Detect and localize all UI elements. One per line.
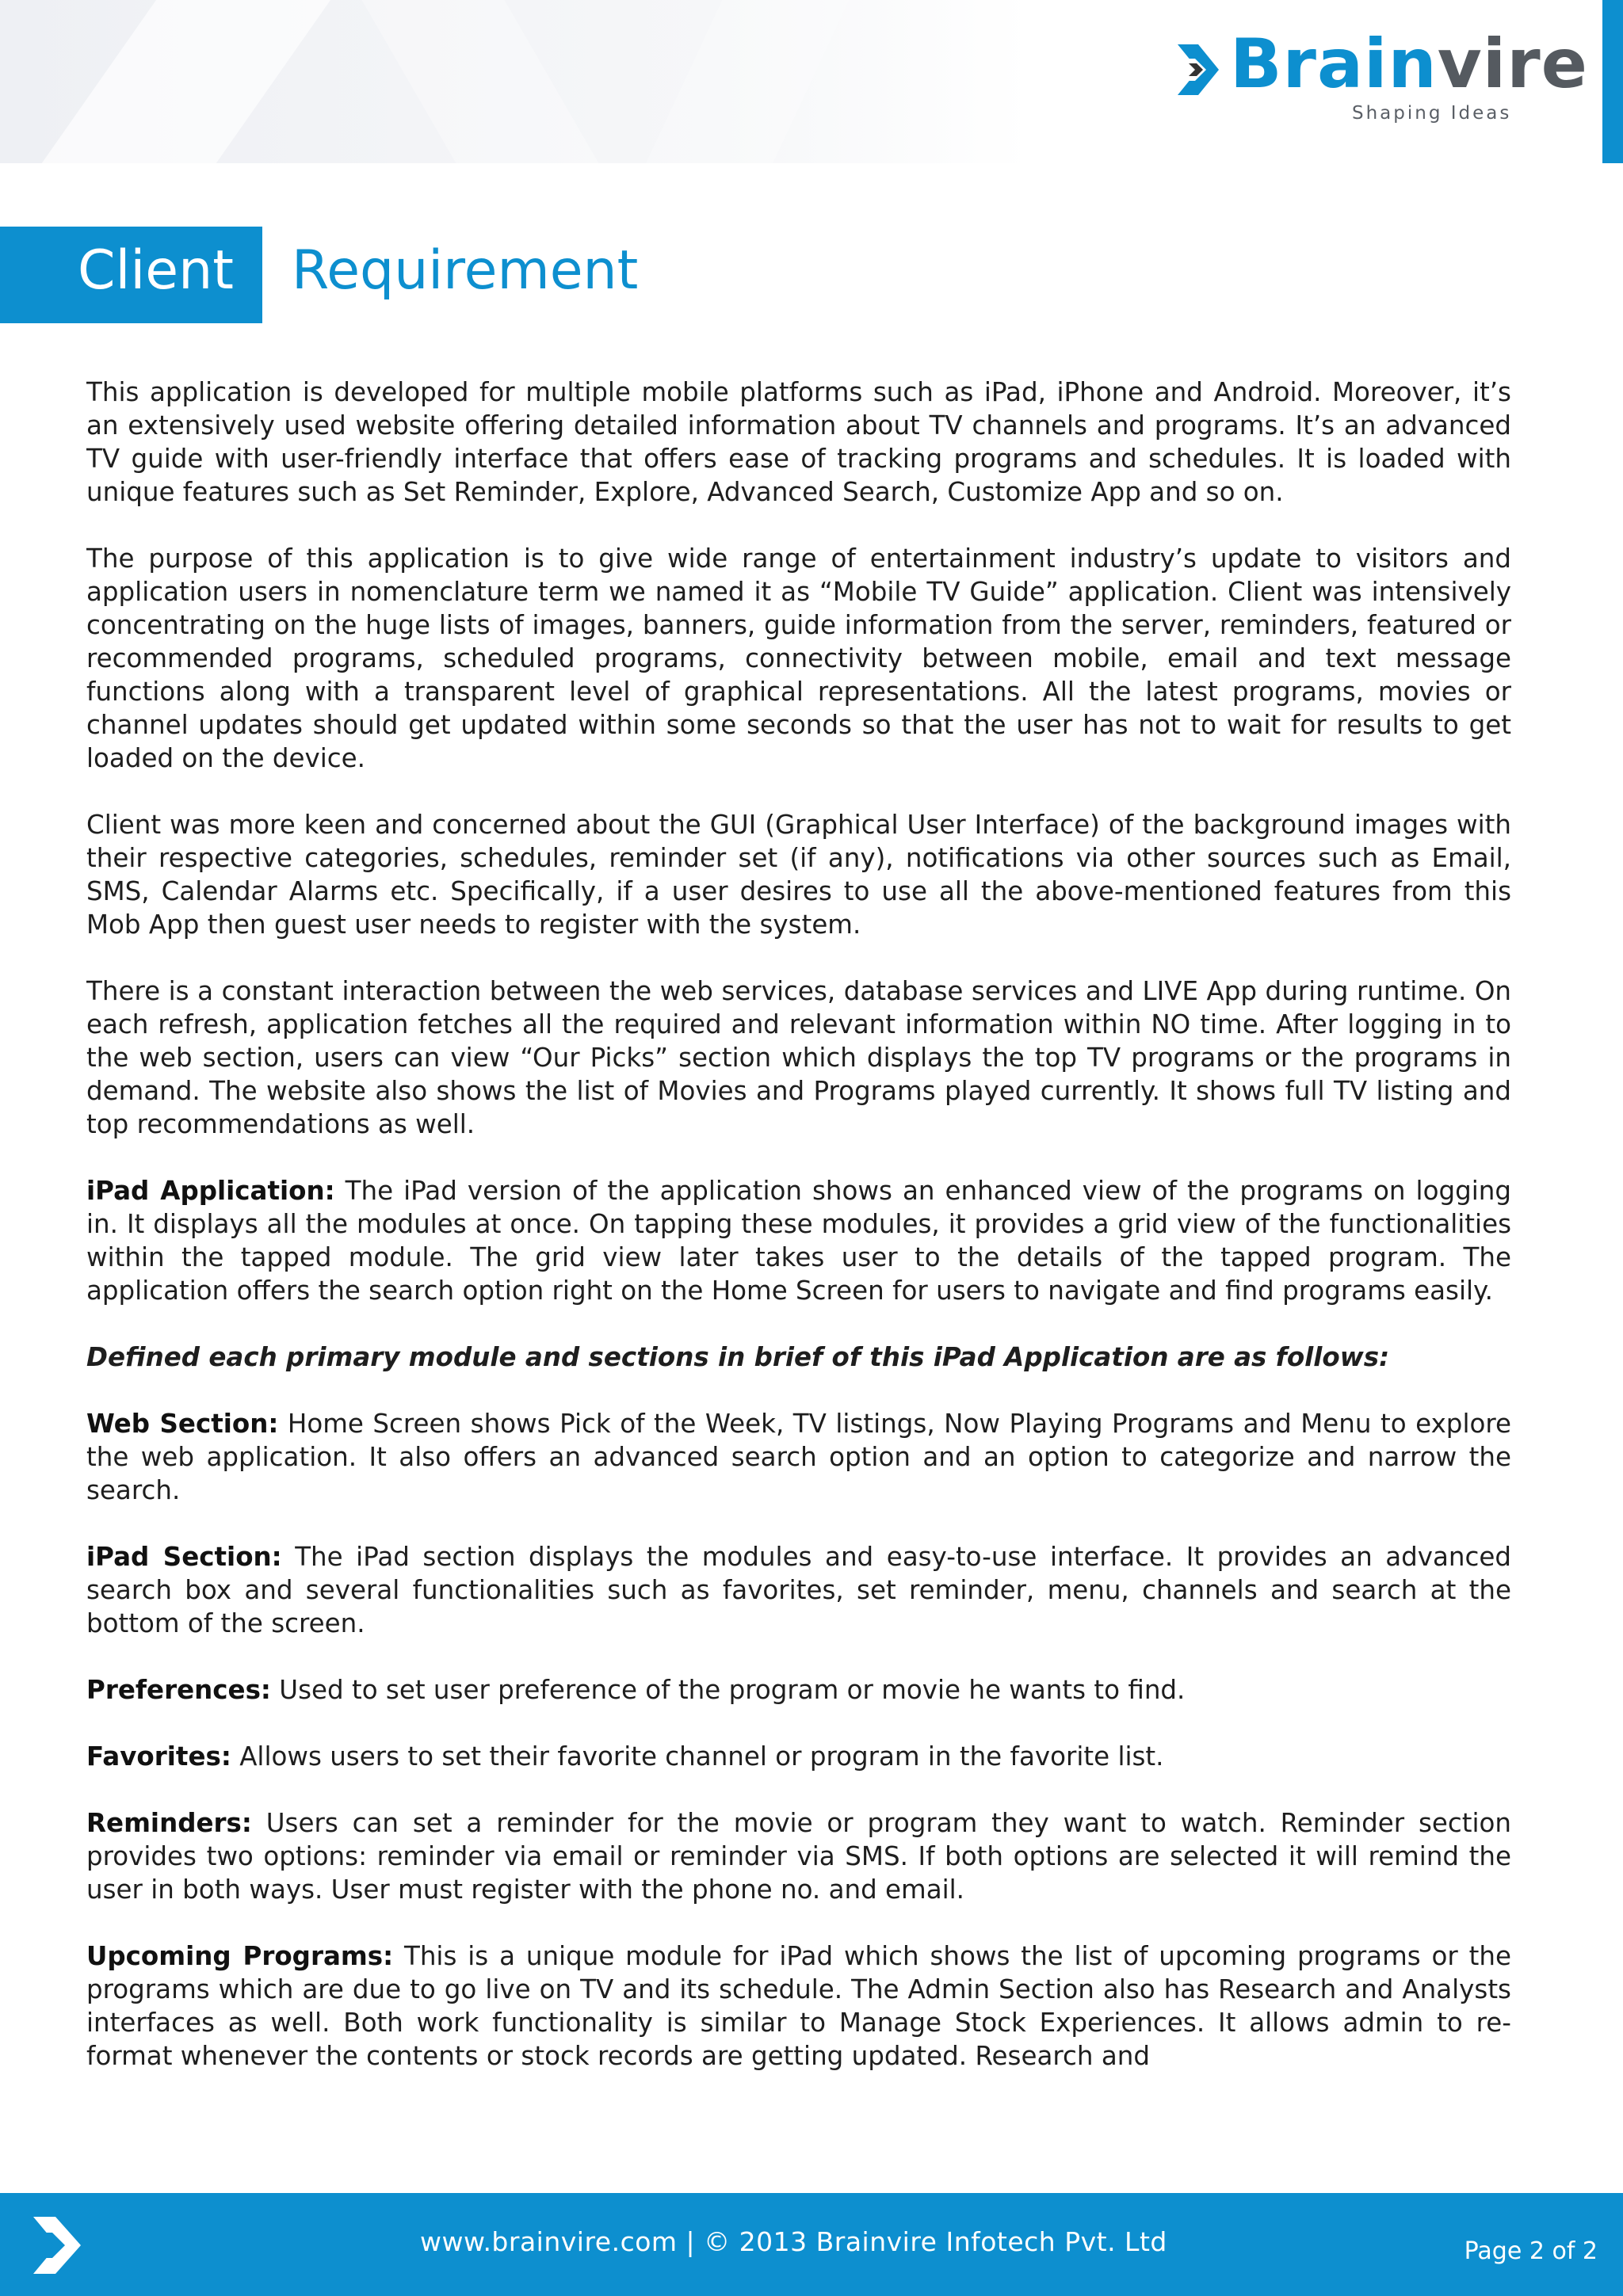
paragraph-lead: Upcoming Programs: bbox=[86, 1941, 394, 1971]
header-accent-bar bbox=[1602, 0, 1623, 163]
paragraph: Upcoming Programs: This is a unique module for iPad which shows the list of upcoming programs or the programs which are due to go live on TV and its schedule. The Admin Section also has Research and Analysts interfaces as well. Both work functionality is similar to Manage Stock Experiences. It allows admin to re-format whenever the contents or stock records are getting updated. Research and bbox=[86, 1941, 1511, 2071]
brainvire-chevron-icon bbox=[33, 2217, 84, 2274]
paragraph-lead: Web Section: bbox=[86, 1409, 279, 1439]
paragraph: Reminders: Users can set a reminder for the movie or program they want to watch. Reminder section provides two options: reminder via email or reminder via SMS. If both options are selected it will remind the user in both ways. User must register with the phone no. and email. bbox=[86, 1808, 1511, 1905]
paragraph: iPad Application: The iPad version of the application shows an enhanced view of the programs on logging in. It displays all the modules at once. On tapping these modules, it provides a grid view of the functionalities within the tapped module. The grid view later takes user to the details of the tapped program. The application offers the search option right on the Home Screen for users to navigate and find programs easily. bbox=[86, 1176, 1511, 1306]
brainvire-chevron-icon bbox=[1178, 44, 1222, 95]
paragraph: This application is developed for multiple mobile platforms such as iPad, iPhone and Android. Moreover, it’s an extensively used website offering detailed information about TV channels and programs. It’s an advanced TV guide with user-friendly interface that offers ease of tracking programs and schedules. It is loaded with unique features such as Set Reminder, Explore, Advanced Search, Customize App and so on. bbox=[86, 377, 1511, 507]
paragraph-lead: Reminders: bbox=[86, 1808, 252, 1838]
paragraph: The purpose of this application is to give wide range of entertainment industry’s update to visitors and application users in nomenclature term we named it as “Mobile TV Guide” application. Client was intensively concentrating on the huge lists of images, banners, guide information from the server, reminders, featured or recommended programs, scheduled programs, connectivity between mobile, email and text message functions along with a transparent level of graphical representations. All the latest programs, movies or channel updates should get updated within some seconds so that the user has not to wait for results to get loaded on the device. bbox=[86, 543, 1511, 773]
paragraph-lead: Preferences: bbox=[86, 1675, 271, 1705]
page-header bbox=[0, 0, 1623, 163]
section-heading: Defined each primary module and sections in brief of this iPad Application are as follows: bbox=[86, 1342, 1390, 1372]
footer-copyright: www.brainvire.com | © 2013 Brainvire Infotech Pvt. Ltd bbox=[420, 2226, 1167, 2257]
paragraph: Client was more keen and concerned about the GUI (Graphical User Interface) of the background images with their respective categories, schedules, reminder set (if any), notifications via other sources such as Email, SMS, Calendar Alarms etc. Specifically, if a user desires to use all the above-mentioned features from this Mob App then guest user needs to register with the system. bbox=[86, 810, 1511, 940]
paragraph-lead: iPad Application: bbox=[86, 1176, 335, 1206]
paragraph-lead: Favorites: bbox=[86, 1741, 231, 1772]
paragraph: Preferences: Used to set user preference of the program or movie he wants to find. bbox=[86, 1675, 1186, 1705]
page-title-part2: Requirement bbox=[292, 239, 639, 302]
paragraph: iPad Section: The iPad section displays the modules and easy-to-use interface. It provides an advanced search box and several functionalities such as favorites, set reminder, menu, channels and search at the bottom of the screen. bbox=[86, 1542, 1511, 1638]
paragraph-lead: iPad Section: bbox=[86, 1542, 282, 1572]
page-footer bbox=[0, 2193, 1623, 2296]
paragraph: There is a constant interaction between the web services, database services and LIVE App during runtime. On each refresh, application fetches all the required and relevant information within NO time. After logging in to the web section, users can view “Our Picks” section which displays the top TV programs or the programs in demand. The website also shows the list of Movies and Programs played currently. It shows full TV listing and top recommendations as well. bbox=[86, 976, 1511, 1139]
logo-tagline: Shaping Ideas bbox=[1352, 103, 1512, 124]
page-number: Page 2 of 2 bbox=[1464, 2237, 1598, 2265]
page-title-part1: Client bbox=[78, 239, 234, 302]
header-background-art bbox=[0, 0, 1030, 163]
paragraph: Web Section: Home Screen shows Pick of the Week, TV listings, Now Playing Programs and Menu to explore the web application. It also offers an advanced search option and an option to categorize and narrow the search. bbox=[86, 1409, 1511, 1505]
paragraph: Favorites: Allows users to set their favorite channel or program in the favorite list. bbox=[86, 1741, 1164, 1772]
document-body bbox=[86, 376, 1511, 2174]
brainvire-logo[interactable] bbox=[1178, 25, 1588, 130]
logo-wordmark: Brainvire bbox=[1230, 25, 1588, 104]
